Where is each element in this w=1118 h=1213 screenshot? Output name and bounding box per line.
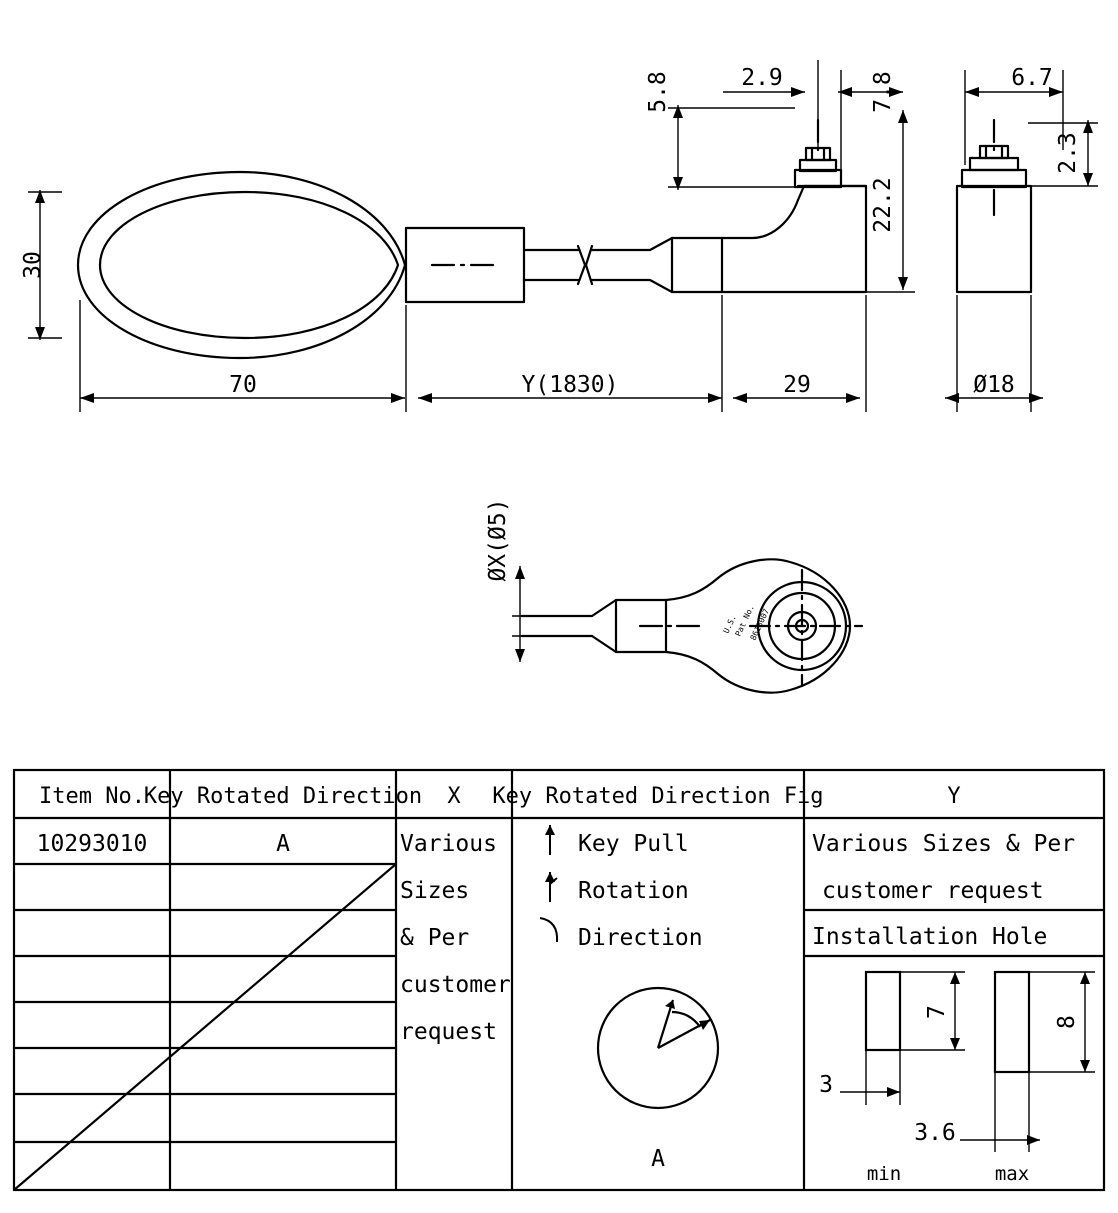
table-header-x: X xyxy=(447,784,461,809)
dim-label-top-offset: 5.8 xyxy=(645,71,671,113)
dim-label-head-length: 29 xyxy=(783,372,811,398)
dim-label-pin-diameter: ØX(Ø5) xyxy=(485,498,511,582)
table-header-key-rotated-direction-fig: Key Rotated Direction Fig xyxy=(492,784,824,809)
fig-legend-label-0: Key Pull xyxy=(578,831,689,857)
table-header-y: Y xyxy=(947,784,961,809)
lock-head-side-view xyxy=(957,120,1031,292)
arc-direction-icon xyxy=(540,918,557,942)
dim-label-side-cap-width: 6.7 xyxy=(1011,65,1053,91)
svg-text:Pat No.: Pat No. xyxy=(733,603,757,638)
table-cell-y-line-2: customer request xyxy=(822,878,1044,904)
table-cell-x-line-1: Various xyxy=(400,831,497,857)
table-cell-x-line-5: request xyxy=(400,1019,497,1045)
fig-legend-label-1: Rotation xyxy=(578,878,689,904)
cable-body xyxy=(524,246,650,284)
table-cell-x-line-4: customer xyxy=(400,972,511,998)
dim-label-top-cap-width: 2.9 xyxy=(741,65,783,91)
dim-label-hole-max-height: 8 xyxy=(1054,1015,1080,1029)
svg-text:U.S.: U.S. xyxy=(721,613,738,635)
dim-label-hole-min-width: 3 xyxy=(819,1072,833,1098)
dim-label-total-height: 22.2 xyxy=(870,177,896,233)
installation-hole-diagram xyxy=(866,972,1029,1072)
dim-label-hole-max-width: 3.6 xyxy=(914,1120,956,1146)
cable-loop-outline xyxy=(78,172,405,358)
table-cell-y-line-1: Various Sizes & Per xyxy=(812,831,1076,857)
hole-min-rect xyxy=(866,972,900,1050)
fig-legend-icons xyxy=(540,825,557,942)
dim-label-loop-length: 70 xyxy=(229,372,257,398)
table-cell-item-no: 10293010 xyxy=(36,831,148,857)
hole-min-label: min xyxy=(866,1163,902,1185)
cable-ferrule xyxy=(406,228,524,302)
dim-label-hole-min-height: 7 xyxy=(924,1005,950,1019)
hole-max-label: max xyxy=(994,1163,1030,1185)
table-cell-key-direction: A xyxy=(276,831,290,857)
lock-head-plan-view xyxy=(522,559,862,692)
arrow-rotation-icon xyxy=(545,872,557,902)
hole-max-rect xyxy=(995,972,1029,1072)
cable-taper xyxy=(650,238,722,292)
table-cell-x-line-3: & Per xyxy=(400,925,470,951)
table-cell-x-line-2: Sizes xyxy=(400,878,470,904)
patent-marking xyxy=(722,603,771,641)
dim-label-cable-length: Y(1830) xyxy=(521,372,619,398)
fig-legend-label-2: Direction xyxy=(578,925,703,951)
table-header-item-no: Item No. xyxy=(39,784,145,809)
svg-text:8613007: 8613007 xyxy=(748,607,772,642)
dim-label-side-width: 7.8 xyxy=(870,71,896,113)
dim-label-head-diameter: Ø18 xyxy=(973,372,1015,398)
fig-caption: A xyxy=(651,1146,665,1172)
installation-hole-title: Installation Hole xyxy=(812,924,1048,950)
dim-label-side-cap-height: 2.3 xyxy=(1055,132,1081,174)
arrow-up-icon xyxy=(545,825,555,855)
rotation-direction-diagram xyxy=(598,988,718,1108)
dim-label-loop-height: 30 xyxy=(20,251,46,279)
lock-head-front-view xyxy=(722,120,866,292)
table-header-key-rotated-direction: Key Rotated Direction xyxy=(143,784,423,809)
